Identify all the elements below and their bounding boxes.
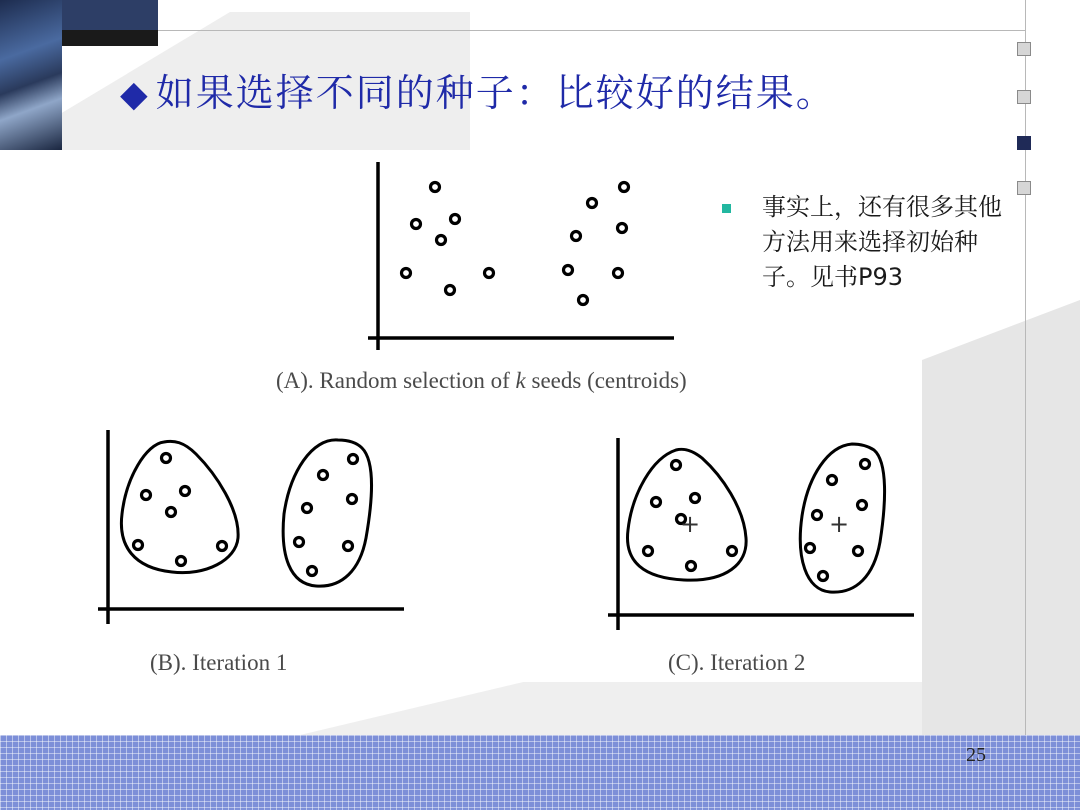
panel-b-point: [142, 491, 151, 500]
panel-c-point: [828, 476, 837, 485]
slide-title: [120, 62, 836, 117]
vertical-rule: [1025, 0, 1026, 740]
panel-c-point: [819, 572, 828, 581]
panel-b-point: [349, 455, 358, 464]
nav-marker-1[interactable]: [1017, 42, 1031, 56]
nav-marker-3[interactable]: [1017, 136, 1031, 150]
caption-a: [276, 368, 687, 393]
nav-marker-2[interactable]: [1017, 90, 1031, 104]
panel-b-point: [348, 495, 357, 504]
panel-c-centroid-left: +: [680, 510, 701, 538]
panel-c-point: [854, 547, 863, 556]
panel-b-point: [303, 504, 312, 513]
panel-a-point: [614, 269, 623, 278]
panel-b-cluster-left-outline: [121, 441, 238, 572]
panel-b-point: [162, 454, 171, 463]
panel-a-point: [437, 236, 446, 245]
panel-b-point: [295, 538, 304, 547]
panel-b-point: [177, 557, 186, 566]
panel-c-centroid-right: +: [829, 510, 850, 538]
panel-a-point: [402, 269, 411, 278]
panel-a-point: [431, 183, 440, 192]
bg-polygon-right: [922, 300, 1080, 735]
panel-c-point: [806, 544, 815, 553]
panel-a-point: [564, 266, 573, 275]
caption-a-post: seeds (centroids): [525, 368, 687, 393]
panel-c-point: [813, 511, 822, 520]
slide-title-text: 如果选择不同的种子：比较好的结果。: [155, 71, 836, 115]
panel-a-point: [620, 183, 629, 192]
side-note-text: 事实上，还有很多其他方法用来选择初始种子。见书P93: [762, 193, 1002, 291]
caption-c: (C). Iteration 2: [668, 650, 806, 675]
panel-b-point: [167, 508, 176, 517]
panel-c-point: [672, 461, 681, 470]
panel-a-point: [446, 286, 455, 295]
nav-marker-4[interactable]: [1017, 181, 1031, 195]
panel-a-point: [579, 296, 588, 305]
panel-b-point: [181, 487, 190, 496]
caption-b: (B). Iteration 1: [150, 650, 288, 675]
corner-photo: [0, 0, 62, 150]
panel-a-point: [618, 224, 627, 233]
panel-c-point: [858, 501, 867, 510]
panel-c-point: [687, 562, 696, 571]
panel-b-point: [218, 542, 227, 551]
top-rule: [158, 30, 1026, 31]
panel-c-point: [644, 547, 653, 556]
page-number: 25: [966, 744, 986, 766]
corner-bar-top: [62, 0, 158, 30]
panel-c-point: [652, 498, 661, 507]
panel-a-point: [412, 220, 421, 229]
caption-a-pre: (A). Random selection of: [276, 368, 516, 393]
panel-c-point: [691, 494, 700, 503]
panel-c-point: [861, 460, 870, 469]
panel-b-point: [134, 541, 143, 550]
footer-band: [0, 735, 1080, 810]
panel-b-point: [308, 567, 317, 576]
panel-a-point: [485, 269, 494, 278]
diamond-bullet-icon: ◆: [120, 74, 150, 115]
panel-a-point: [588, 199, 597, 208]
square-bullet-icon: [722, 204, 731, 213]
panel-a-point: [451, 215, 460, 224]
corner-bar: [62, 30, 158, 46]
caption-a-k: k: [515, 368, 526, 393]
panel-b-point: [319, 471, 328, 480]
panel-b-point: [344, 542, 353, 551]
panel-a-point: [572, 232, 581, 241]
panel-c-point: [728, 547, 737, 556]
